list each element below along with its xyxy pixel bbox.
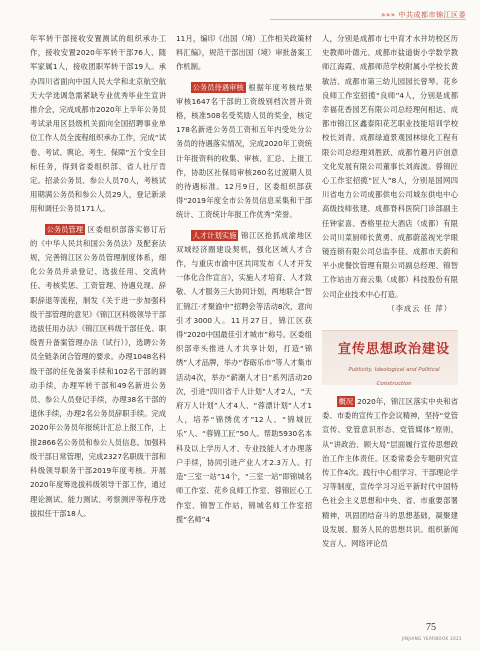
author-credit: （李成云 任 萍） bbox=[387, 303, 452, 313]
journal-name: JINJIANG YEARBOOK 2021 bbox=[401, 636, 462, 641]
column-middle bbox=[176, 32, 312, 527]
section-tag-civil-servant-management: 公务员管理 bbox=[46, 224, 84, 234]
header-title: 中共成都市锦江区委 bbox=[398, 11, 466, 19]
paragraph-overview bbox=[322, 395, 458, 551]
paragraph-recruitment: 年军转干部接收安置测试的组织承办工作，接收安置2020年军转干部76人、随军家属1人，接收团职军转干部19人。承办四川省面向中国人民大学和北京航空航天大学选调急需紧缺专业优秀毕业生宣讲推介会，完成成都市2020年上半年公务员考试录用区县级机关面向全国招聘事业单位工作人员全流程组织承办工作，完成“试卷、考试、舆论、考生、保障”五个安全目标任务，得到省委组织部、省人社厅肯定。招录公务员、参公人员70人，考核试用期满公务员和参公人员29人，登记新录用和调任公务员171人。 bbox=[30, 34, 166, 214]
column-right bbox=[322, 32, 458, 551]
paragraph-talent-plan bbox=[176, 229, 312, 527]
header-rule bbox=[270, 19, 466, 20]
page-number: 75 bbox=[426, 622, 436, 633]
paragraph-civil-servant-management bbox=[30, 223, 166, 521]
paragraph-body: 2020年，锦江区落实中央和省委、市委的宣传工作会议精神，坚持“党管宣传、党管意识形态、党管媒体”原则，从“讲政治、顾大局”层面履行宣传思想政治工作主体责任。区委常委会专题研究宣传工作4次。践行中心组学习、干部理论学习等制度，宣传学习习近平新时代中国特色社会主义思想和中央、省、市重要部署精神，巩固团结奋斗的思想基础，凝聚建设发展、服务人民的思想共识。组织新闻发言人、网络评论员 bbox=[322, 397, 458, 549]
header-dots: »»» bbox=[381, 11, 396, 19]
paragraph-body: 锦江区抢抓成渝地区双城经济圈建设契机，强化区域人才合作，与重庆市渝中区共同发布《人才开发一体化合作宣言》，实施人才培育、人才致敬、人才服务三大协同计划，两地联合“智汇锦江·才聚渝中”招聘会等活动8次，意向引才3000人。11月27日，锦江区获得“2020中国最佳引才城市”称号。区委组织部牵头推进人才共享计划，打造“锦绣”人才品牌，举办“春砺乐市”等人才集市活动4次，举办“薪潮人才日”系列活动20次，引进“四川省千人计划”人才2人，“天府万人计划”人才4人、“蓉漂计划”人才1人，培养“锦绣优才”12人、“锦城匠乐”人、“蓉锦工匠”50人。帮助5930名本科及以上学历人才、专业技能人才办理落户手续，协同引进产业人才2.3万人。打造“三室一站”14个，“三室一站”即锦城名师工作室、花乡良师工作室、蓉锦匠心工作室、锦智工作站，锦城名师工作室招揽“名师”4 bbox=[176, 230, 312, 524]
section-tag-talent-plan: 人才计划实施 bbox=[192, 230, 237, 240]
column-left bbox=[30, 32, 166, 521]
section-banner bbox=[322, 330, 458, 388]
paragraph-body: 根据年度考核结果审核1647名干部的工资级别档次晋升资格，核准508名受奖励人员的奖金，核定178名新进公务员工资和五年内受处分公务员的待遇落实情况，完成2020年工资统计年报资料的收集、审核、汇总、上报工作，协助区社保局审核260名过渡期人员的待遇标准。12月9日，区委组织部获得“2019年度全市公务员信息采集和干部统计、工资统计年报工作优秀”荣誉。 bbox=[176, 82, 312, 220]
section-tag-overview: 概况 bbox=[338, 397, 354, 407]
paragraph-salary-review bbox=[176, 81, 312, 223]
paragraph-body: 区委组织部落实修订后的《中华人民共和国公务员法》及配套法规，完善锦江区公务员管理制度体系，细化公务员并录登记、选拔任用、交流转任、考核奖惩、工资管理、待遇兑现、辞职辞退等流程，制发《关于进一步加强科级干部管理的意见》《锦江区科级领导干部选拔任用办法》《锦江区科级干部任免、职级晋升备案管理办法（试行）》，选聘公务员全链条闭合管理的要求。办理1048名科级干部的任免备案手续和102名干部的调动手续，办理军转干部和49名新进公务员、参公人员登记手续，办理38名干部的退休手续，办理2名公务员辞职手续。完成2020年公务员年报统计汇总上报工作，上报2866名公务员和参公人员信息。加强科级干部日常管理，完成2327名职级干部和科级领导职务干部2019年度考核。开展2020年度筹选拔科级领导干部工作，通过理论测试、能力测试、考察测评等程序选拔拟任干部18人。 bbox=[30, 224, 166, 518]
paragraph-talent-studios: 人，分别是成都市七中育才水井坊校区历史教师叶德元、成都市盐道街小学数学教师江海霞、成都师范学校附属小学校长黄敏洁、成都市第三幼儿园园长曾琴。花乡良师工作室招揽“良师”4人，分别是成都幸福花香园艺有限公司总经理何相达、成都市锦江区鑫泰阳花艺职业技能培训学校校长刘青、成都绿道景观园林绿化工程有限公司总经理刘胜跃、成都竹趣月庐创意文化发展有限公司董事长刘海波。蓉锦匠心工作室招揽“匠人”8人，分别是国网四川省电力公司成都供电公司城东供电中心高级技师张建、成都脊科医院门诊部副主任钟家喜、香格里拉大酒店（成都）有限公司川菜厨师长黄勇、成都蔚蓝视光学眼镜连锁有限公司总监李佳、成都市天蔚和平小虎餐饮管理有限公司副总经理、锦智工作站由万商云集（成都）科技股份有限公司企业技术中心打造。 bbox=[322, 34, 458, 299]
banner-subtitle: Publicity, Ideological and Political Construction bbox=[348, 367, 440, 388]
banner-title: 宣传思想政治建设 bbox=[337, 342, 450, 358]
section-tag-salary-review: 公务员待遇审核 bbox=[192, 82, 244, 92]
paragraph-overseas-approval: 11月，编印《出国（境）工作相关政策材料汇编》，规范干部出国（境）审批备案工作机制。 bbox=[176, 34, 312, 72]
